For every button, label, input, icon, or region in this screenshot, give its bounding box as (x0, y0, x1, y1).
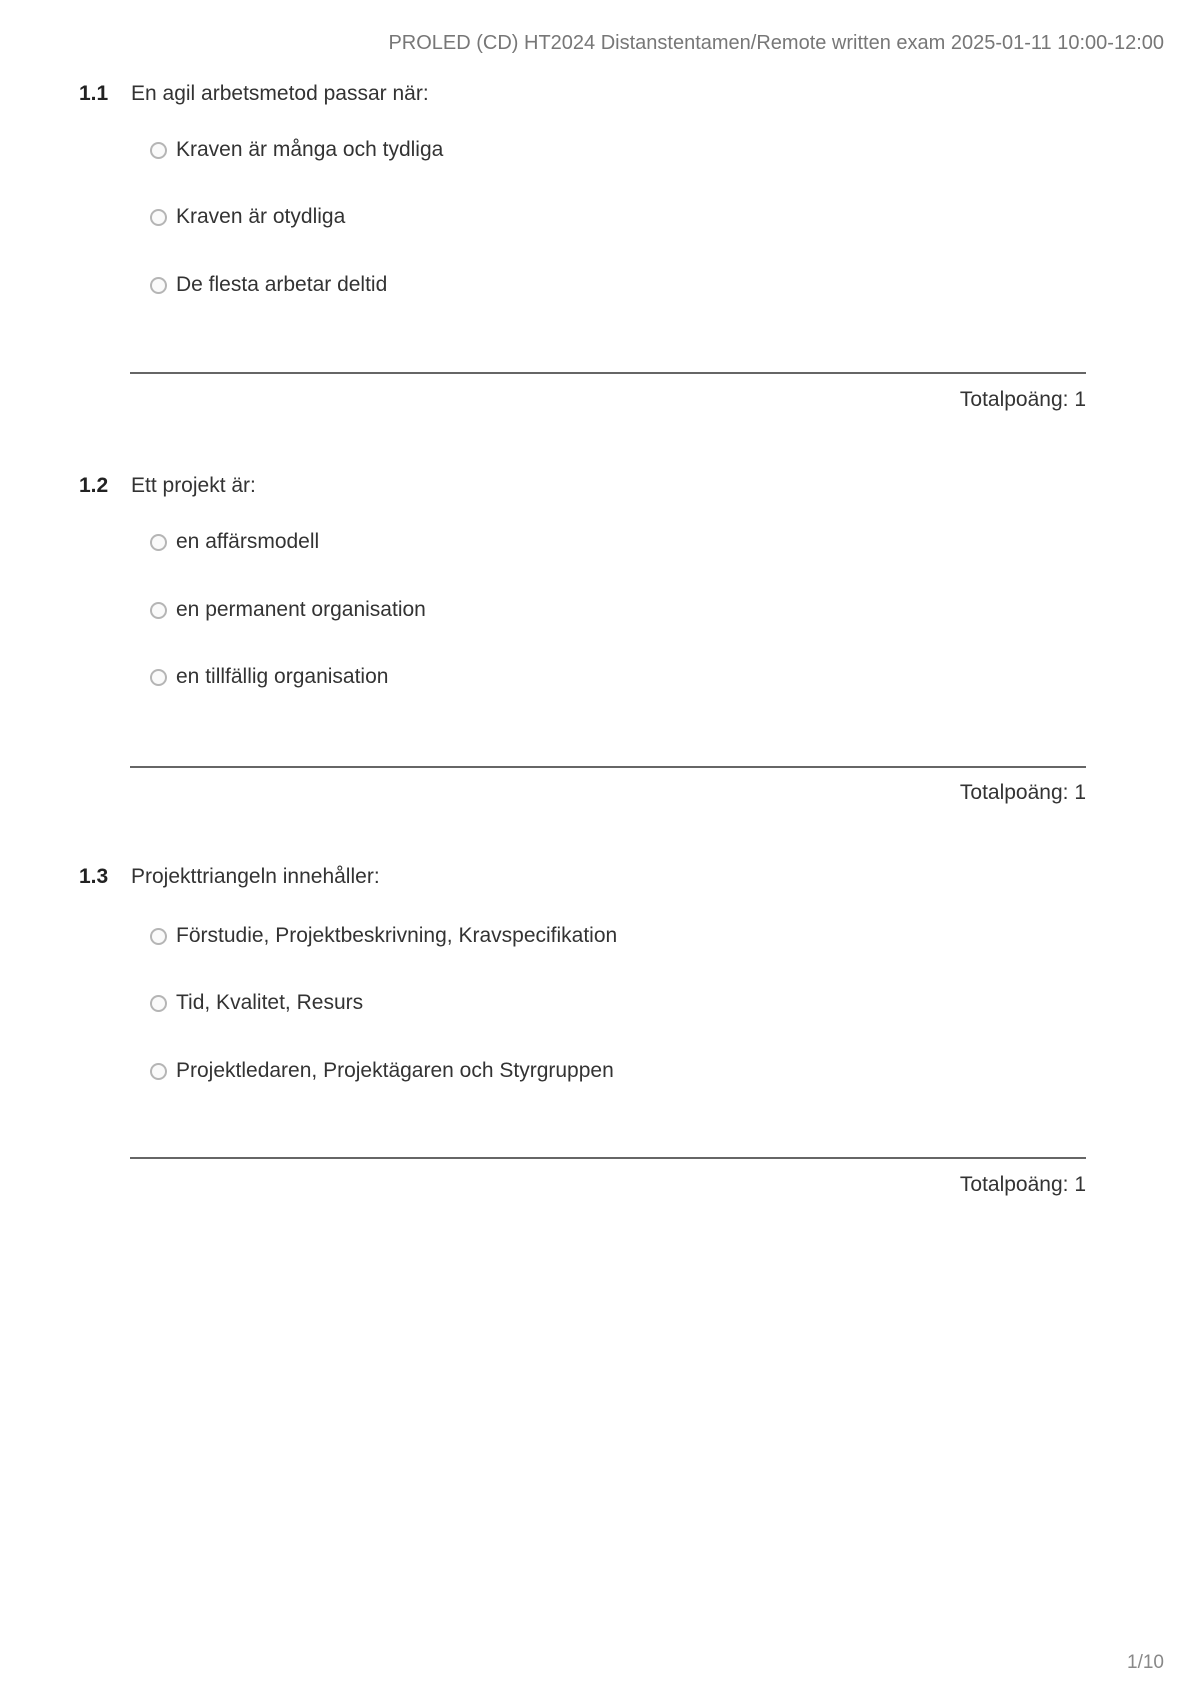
question-divider (130, 372, 1086, 374)
radio-button-icon[interactable] (150, 277, 167, 294)
answer-option-label: en permanent organisation (176, 598, 426, 621)
question-text: Projekttriangeln innehåller: (131, 865, 380, 888)
answer-option-label: Kraven är otydliga (176, 205, 346, 228)
question-divider (130, 1157, 1086, 1159)
question-number: 1.2 (79, 474, 109, 497)
radio-button-icon[interactable] (150, 669, 167, 686)
question-number: 1.1 (79, 82, 109, 105)
answer-option[interactable] (150, 273, 387, 297)
answer-option[interactable] (150, 1059, 614, 1083)
radio-button-icon[interactable] (150, 209, 167, 226)
answer-option[interactable] (150, 598, 426, 622)
answer-option[interactable] (150, 138, 443, 162)
page-header-title: PROLED (CD) HT2024 Distanstentamen/Remote written exam 2025-01-11 10:00-12:00 (388, 32, 1164, 54)
radio-button-icon[interactable] (150, 1063, 167, 1080)
question-text: Ett projekt är: (131, 474, 256, 497)
answer-option-label: en tillfällig organisation (176, 665, 389, 688)
radio-button-icon[interactable] (150, 142, 167, 159)
answer-option[interactable] (150, 530, 319, 554)
total-points: Totalpoäng: 1 (959, 1173, 1086, 1196)
answer-option[interactable] (150, 924, 617, 948)
question-divider (130, 766, 1086, 768)
radio-button-icon[interactable] (150, 928, 167, 945)
answer-option[interactable] (150, 665, 388, 689)
radio-button-icon[interactable] (150, 602, 167, 619)
answer-option[interactable] (150, 205, 345, 229)
total-points: Totalpoäng: 1 (959, 388, 1086, 411)
answer-option-label: Tid, Kvalitet, Resurs (176, 991, 364, 1014)
answer-option-label: Förstudie, Projektbeskrivning, Kravspecifikation (176, 924, 618, 947)
question-text: En agil arbetsmetod passar när: (131, 82, 429, 105)
answer-option-label: en affärsmodell (176, 530, 320, 553)
answer-option[interactable] (150, 991, 363, 1015)
answer-option-label: Kraven är många och tydliga (176, 138, 444, 161)
question-number: 1.3 (79, 865, 109, 888)
radio-button-icon[interactable] (150, 995, 167, 1012)
page-number: 1/10 (1127, 1652, 1164, 1673)
radio-button-icon[interactable] (150, 534, 167, 551)
answer-option-label: Projektledaren, Projektägaren och Styrgruppen (176, 1059, 614, 1082)
total-points: Totalpoäng: 1 (959, 781, 1086, 804)
answer-option-label: De flesta arbetar deltid (176, 273, 388, 296)
